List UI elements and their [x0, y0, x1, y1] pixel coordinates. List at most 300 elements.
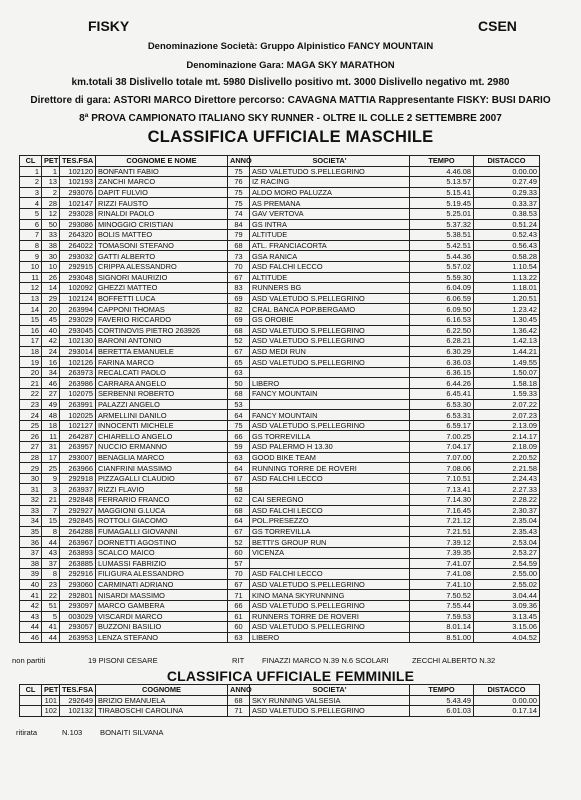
cell-tes: 263966 — [60, 463, 96, 474]
cell-name: SCALCO MAICO — [96, 547, 228, 558]
cell-pet: 49 — [42, 399, 60, 410]
cell-tes: 264288 — [60, 526, 96, 537]
cell-tes: 293032 — [60, 251, 96, 262]
cell-anno: 68 — [228, 240, 250, 251]
table-row — [20, 632, 540, 643]
cell-tes: 263937 — [60, 484, 96, 495]
table-row — [20, 420, 540, 431]
cell-anno: 67 — [228, 346, 250, 357]
cell-pet: 28 — [42, 198, 60, 209]
cell-anno: 68 — [228, 325, 250, 336]
female-title: CLASSIFICA UFFICIALE FEMMINILE — [166, 668, 415, 684]
table-row — [20, 495, 540, 506]
cell-distacco: 2.21.58 — [474, 463, 540, 474]
cell-tes: 102130 — [60, 336, 96, 347]
cell-tempo: 7.04.17 — [410, 442, 474, 453]
cell-name: FAVERIO RICCARDO — [96, 314, 228, 325]
cell-cl: 34 — [20, 516, 42, 527]
cell-name: SIGNORI MAURIZIO — [96, 272, 228, 283]
event-line: 8ª PROVA CAMPIONATO ITALIANO SKY RUNNER - OLTRE IL COLLE 2 SETTEMBRE 2007 — [79, 113, 502, 124]
cell-cl: 5 — [20, 208, 42, 219]
cell-tes: 293076 — [60, 187, 96, 198]
cell-cl: 22 — [20, 389, 42, 400]
cell-distacco: 2.54.59 — [474, 558, 540, 569]
female-results-table — [19, 684, 540, 717]
cell-distacco: 3.04.44 — [474, 590, 540, 601]
cell-anno: 71 — [228, 590, 250, 601]
cell-tempo: 5.59.30 — [410, 272, 474, 283]
cell-anno: 68 — [228, 389, 250, 400]
cell-tes: 293048 — [60, 272, 96, 283]
table-row — [20, 537, 540, 548]
cell-pet: 29 — [42, 293, 60, 304]
cell-anno: 52 — [228, 537, 250, 548]
cell-anno: 50 — [228, 378, 250, 389]
cell-pet: 41 — [42, 622, 60, 633]
cell-cl: 14 — [20, 304, 42, 315]
cell-distacco: 2.28.22 — [474, 495, 540, 506]
cell-anno: 76 — [228, 177, 250, 188]
cell-tempo: 7.07.00 — [410, 452, 474, 463]
cell-distacco: 0.00.00 — [474, 695, 540, 706]
cell-name: ZANCHI MARCO — [96, 177, 228, 188]
cell-societa: LIBERO — [250, 378, 410, 389]
cell-anno: 63 — [228, 632, 250, 643]
cell-distacco: 1.18.01 — [474, 283, 540, 294]
cell-tempo: 6.09.50 — [410, 304, 474, 315]
cell-distacco: 1.10.54 — [474, 261, 540, 272]
cell-societa: ASD VALETUDO S.PELLEGRINO — [250, 600, 410, 611]
cell-anno: 61 — [228, 611, 250, 622]
cell-anno: 60 — [228, 622, 250, 633]
cell-distacco: 1.42.13 — [474, 336, 540, 347]
cell-pet: 20 — [42, 304, 60, 315]
cell-cl: 39 — [20, 569, 42, 580]
cell-tes: 264320 — [60, 230, 96, 241]
cell-tempo: 5.13.57 — [410, 177, 474, 188]
table-row — [20, 569, 540, 580]
non-partiti-value: 19 PISONI CESARE — [88, 656, 158, 665]
fcol-anno: ANNO — [228, 685, 250, 696]
table-row — [20, 219, 540, 230]
cell-name: TIRABOSCHI CAROLINA — [96, 706, 228, 717]
cell-tempo: 6.53.30 — [410, 399, 474, 410]
cell-cl: 8 — [20, 240, 42, 251]
fisky-label: FISKY — [88, 18, 130, 34]
cell-pet: 51 — [42, 600, 60, 611]
cell-name: VISCARDI MARCO — [96, 611, 228, 622]
cell-anno: 84 — [228, 219, 250, 230]
cell-pet: 46 — [42, 378, 60, 389]
cell-tempo: 7.41.07 — [410, 558, 474, 569]
cell-cl: 37 — [20, 547, 42, 558]
cell-distacco: 1.50.07 — [474, 367, 540, 378]
cell-tempo: 7.21.51 — [410, 526, 474, 537]
cell-societa: ASD VALETUDO S.PELLEGRINO — [250, 293, 410, 304]
cell-cl: 23 — [20, 399, 42, 410]
cell-distacco: 0.58.28 — [474, 251, 540, 262]
cell-societa: POL.PRESEZZO — [250, 516, 410, 527]
cell-pet: 12 — [42, 208, 60, 219]
cell-cl: 7 — [20, 230, 42, 241]
cell-pet: 23 — [42, 579, 60, 590]
table-row — [20, 325, 540, 336]
cell-cl: 46 — [20, 632, 42, 643]
cell-anno: 53 — [228, 399, 250, 410]
cell-pet: 15 — [42, 516, 60, 527]
cell-cl: 38 — [20, 558, 42, 569]
table-row — [20, 452, 540, 463]
cell-pet: 34 — [42, 367, 60, 378]
cell-pet: 50 — [42, 219, 60, 230]
cell-anno: 64 — [228, 410, 250, 421]
cell-pet: 38 — [42, 240, 60, 251]
cell-tempo: 7.08.06 — [410, 463, 474, 474]
cell-societa: ASD VALETUDO S.PELLEGRINO — [250, 622, 410, 633]
table-row — [20, 590, 540, 601]
cell-societa: ALTITUDE — [250, 230, 410, 241]
cell-societa: GS TORREVILLA — [250, 431, 410, 442]
cell-distacco: 1.59.33 — [474, 389, 540, 400]
cell-societa: GS TORREVILLA — [250, 526, 410, 537]
table-row — [20, 600, 540, 611]
cell-tes: 292801 — [60, 590, 96, 601]
cell-cl: 4 — [20, 198, 42, 209]
cell-pet: 10 — [42, 261, 60, 272]
cell-societa: ASD FALCHI LECCO — [250, 261, 410, 272]
table-row — [20, 526, 540, 537]
table-row — [20, 505, 540, 516]
cell-distacco: 1.13.22 — [474, 272, 540, 283]
ritirata-label: ritirata — [16, 728, 38, 737]
cell-name: SERBENNI ROBERTO — [96, 389, 228, 400]
cell-distacco: 1.36.42 — [474, 325, 540, 336]
table-row — [20, 336, 540, 347]
cell-societa: FANCY MOUNTAIN — [250, 389, 410, 400]
cell-tes: 102025 — [60, 410, 96, 421]
cell-tes: 293029 — [60, 314, 96, 325]
cell-societa: GS OROBIE — [250, 314, 410, 325]
cell-cl: 27 — [20, 442, 42, 453]
cell-cl: 36 — [20, 537, 42, 548]
cell-tempo: 6.04.09 — [410, 283, 474, 294]
cell-anno: 83 — [228, 283, 250, 294]
table-row — [20, 240, 540, 251]
non-partiti-label: non partiti — [12, 656, 46, 665]
cell-tempo: 5.57.02 — [410, 261, 474, 272]
cell-distacco: 2.53.04 — [474, 537, 540, 548]
cell-societa: ALTITUDE — [250, 272, 410, 283]
cell-distacco: 0.00.00 — [474, 166, 540, 177]
stats-line: km.totali 38 Dislivello totale mt. 5980 Dislivello positivo mt. 3000 Dislivello negativo mt. 2980 — [71, 77, 510, 88]
cell-tempo: 5.37.32 — [410, 219, 474, 230]
cell-societa: GSA RANICA — [250, 251, 410, 262]
cell-distacco: 2.14.17 — [474, 431, 540, 442]
cell-pet: 3 — [42, 484, 60, 495]
table-row — [20, 304, 540, 315]
cell-distacco: 1.20.51 — [474, 293, 540, 304]
cell-distacco: 1.23.42 — [474, 304, 540, 315]
cell-tes: 293045 — [60, 325, 96, 336]
cell-cl: 43 — [20, 611, 42, 622]
cell-pet: 31 — [42, 442, 60, 453]
cell-cl: 32 — [20, 495, 42, 506]
cell-cl: 41 — [20, 590, 42, 601]
cell-distacco: 0.29.33 — [474, 187, 540, 198]
cell-societa: ASD PALERMO H 13.30 — [250, 442, 410, 453]
cell-name: MINOGGIO CRISTIAN — [96, 219, 228, 230]
cell-tes: 292927 — [60, 505, 96, 516]
cell-tempo: 6.30.29 — [410, 346, 474, 357]
cell-tes: 263957 — [60, 442, 96, 453]
cell-tempo: 5.19.45 — [410, 198, 474, 209]
cell-anno: 71 — [228, 706, 250, 717]
cell-name: CORTINOVIS PIETRO 263926 — [96, 325, 228, 336]
cell-pet: 44 — [42, 632, 60, 643]
cell-distacco: 2.55.00 — [474, 569, 540, 580]
cell-tes: 293097 — [60, 600, 96, 611]
table-row — [20, 558, 540, 569]
cell-pet: 101 — [42, 695, 60, 706]
cell-anno: 60 — [228, 547, 250, 558]
cell-pet: 42 — [42, 336, 60, 347]
cell-distacco: 1.30.45 — [474, 314, 540, 325]
cell-tempo: 6.59.17 — [410, 420, 474, 431]
cell-societa: RUNNERS BG — [250, 283, 410, 294]
cell-distacco: 1.58.18 — [474, 378, 540, 389]
cell-name: CIANFRINI MASSIMO — [96, 463, 228, 474]
col-name: COGNOME E NOME — [96, 156, 228, 167]
cell-pet: 45 — [42, 314, 60, 325]
table-row — [20, 473, 540, 484]
cell-pet: 24 — [42, 346, 60, 357]
cell-societa: CRAL BANCA POP.BERGAMO — [250, 304, 410, 315]
cell-pet: 40 — [42, 325, 60, 336]
cell-cl: 1 — [20, 166, 42, 177]
cell-societa: ATL. FRANCIACORTA — [250, 240, 410, 251]
cell-tes: 102147 — [60, 198, 96, 209]
cell-societa: IZ RACING — [250, 177, 410, 188]
cell-tes: 102075 — [60, 389, 96, 400]
cell-name: TOMASONI STEFANO — [96, 240, 228, 251]
cell-tes: 292845 — [60, 516, 96, 527]
cell-distacco: 2.24.43 — [474, 473, 540, 484]
cell-tes: 102126 — [60, 357, 96, 368]
cell-tempo: 7.59.53 — [410, 611, 474, 622]
table-row — [20, 314, 540, 325]
table-row — [20, 579, 540, 590]
fcol-pet: PET — [42, 685, 60, 696]
cell-pet: 14 — [42, 283, 60, 294]
cell-societa: KINO MANA SKYRUNNING — [250, 590, 410, 601]
cell-name: DORNETTI AGOSTINO — [96, 537, 228, 548]
cell-tempo: 7.41.08 — [410, 569, 474, 580]
cell-tempo: 6.44.26 — [410, 378, 474, 389]
cell-societa: SKY RUNNING VALSESIA — [250, 695, 410, 706]
rit-value-2: ZECCHI ALBERTO N.32 — [412, 656, 496, 665]
cell-distacco: 3.15.06 — [474, 622, 540, 633]
cell-name: RIZZI FAUSTO — [96, 198, 228, 209]
col-cl: CL — [20, 156, 42, 167]
cell-anno: 75 — [228, 198, 250, 209]
cell-cl: 9 — [20, 251, 42, 262]
cell-societa: GOOD BIKE TEAM — [250, 452, 410, 463]
cell-distacco: 2.20.52 — [474, 452, 540, 463]
cell-name: CHIARELLO ANGELO — [96, 431, 228, 442]
cell-cl: 19 — [20, 357, 42, 368]
table-row — [20, 293, 540, 304]
cell-anno: 63 — [228, 452, 250, 463]
cell-tempo: 6.36.03 — [410, 357, 474, 368]
table-row — [20, 442, 540, 453]
cell-pet: 11 — [42, 431, 60, 442]
cell-tempo: 7.10.51 — [410, 473, 474, 484]
cell-tes: 102124 — [60, 293, 96, 304]
cell-tes: 102092 — [60, 283, 96, 294]
cell-tempo: 6.45.41 — [410, 389, 474, 400]
cell-anno: 64 — [228, 516, 250, 527]
cell-anno: 67 — [228, 272, 250, 283]
table-row — [20, 261, 540, 272]
cell-pet: 43 — [42, 547, 60, 558]
table-row — [20, 389, 540, 400]
male-body — [20, 166, 540, 643]
cell-pet: 7 — [42, 505, 60, 516]
cell-pet: 37 — [42, 558, 60, 569]
cell-tes: 292649 — [60, 695, 96, 706]
cell-tes: 263953 — [60, 632, 96, 643]
cell-name: ARMELLINI DANILO — [96, 410, 228, 421]
cell-pet: 17 — [42, 452, 60, 463]
cell-tempo: 6.36.15 — [410, 367, 474, 378]
table-row — [20, 187, 540, 198]
cell-pet: 8 — [42, 526, 60, 537]
cell-name: BOFFETTI LUCA — [96, 293, 228, 304]
rit-label: RIT — [232, 656, 245, 665]
table-row — [20, 399, 540, 410]
fcol-societa: SOCIETA' — [250, 685, 410, 696]
cell-tempo: 7.39.12 — [410, 537, 474, 548]
table-row — [20, 230, 540, 241]
cell-tes: 263973 — [60, 367, 96, 378]
cell-anno: 68 — [228, 695, 250, 706]
cell-cl: 25 — [20, 420, 42, 431]
male-title: CLASSIFICA UFFICIALE MASCHILE — [147, 128, 434, 146]
cell-anno: 75 — [228, 420, 250, 431]
cell-societa: CAI SEREGNO — [250, 495, 410, 506]
cell-distacco: 2.07.23 — [474, 410, 540, 421]
cell-pet: 21 — [42, 495, 60, 506]
col-societa: SOCIETA' — [250, 156, 410, 167]
cell-societa: ASD MEDI RUN — [250, 346, 410, 357]
cell-name: GATTI ALBERTO — [96, 251, 228, 262]
cell-anno: 62 — [228, 495, 250, 506]
cell-tes: 264022 — [60, 240, 96, 251]
table-row — [20, 695, 540, 706]
cell-pet: 44 — [42, 537, 60, 548]
cell-tempo: 6.01.03 — [410, 706, 474, 717]
cell-societa: LIBERO — [250, 632, 410, 643]
cell-name: LUMASSI FABRIZIO — [96, 558, 228, 569]
table-row — [20, 283, 540, 294]
cell-name: RIZZI FLAVIO — [96, 484, 228, 495]
cell-tes: 263986 — [60, 378, 96, 389]
cell-tes: 263885 — [60, 558, 96, 569]
cell-societa: ASD VALETUDO S.PELLEGRINO — [250, 579, 410, 590]
cell-anno: 67 — [228, 526, 250, 537]
cell-pet: 5 — [42, 611, 60, 622]
cell-name: CRIPPA ALESSANDRO — [96, 261, 228, 272]
cell-tes: 263893 — [60, 547, 96, 558]
col-distacco: DISTACCO — [474, 156, 540, 167]
cell-name: GHEZZI MATTEO — [96, 283, 228, 294]
cell-name: MAGGIONI G.LUCA — [96, 505, 228, 516]
cell-societa: ASD FALCHI LECCO — [250, 505, 410, 516]
cell-name: CARRARA ANGELO — [96, 378, 228, 389]
cell-cl: 28 — [20, 452, 42, 463]
table-row — [20, 272, 540, 283]
cell-anno: 75 — [228, 187, 250, 198]
cell-anno: 52 — [228, 336, 250, 347]
cell-cl: 21 — [20, 378, 42, 389]
cell-societa — [250, 367, 410, 378]
cell-name: INNOCENTI MICHELE — [96, 420, 228, 431]
table-row — [20, 706, 540, 717]
cell-pet: 2 — [42, 187, 60, 198]
race-name-line: Denominazione Gara: MAGA SKY MARATHON — [186, 60, 395, 71]
cell-tes: 102120 — [60, 166, 96, 177]
cell-anno: 75 — [228, 166, 250, 177]
cell-anno: 70 — [228, 569, 250, 580]
cell-pet: 18 — [42, 420, 60, 431]
cell-societa: GAV VERTOVA — [250, 208, 410, 219]
cell-anno: 64 — [228, 463, 250, 474]
table-row — [20, 431, 540, 442]
cell-name: BUZZONI BASILIO — [96, 622, 228, 633]
cell-anno: 63 — [228, 367, 250, 378]
cell-tempo: 5.25.01 — [410, 208, 474, 219]
cell-tempo: 7.55.44 — [410, 600, 474, 611]
cell-cl: 33 — [20, 505, 42, 516]
cell-tempo: 6.28.21 — [410, 336, 474, 347]
cell-name: BOLIS MATTEO — [96, 230, 228, 241]
cell-anno: 67 — [228, 579, 250, 590]
cell-tempo: 7.14.30 — [410, 495, 474, 506]
cell-distacco: 0.27.49 — [474, 177, 540, 188]
cell-name: BRIZIO EMANUELA — [96, 695, 228, 706]
cell-name: BENAGLIA MARCO — [96, 452, 228, 463]
cell-tes: 292916 — [60, 569, 96, 580]
cell-name: RECALCATI PAOLO — [96, 367, 228, 378]
cell-distacco: 1.44.21 — [474, 346, 540, 357]
cell-name: RINALDI PAOLO — [96, 208, 228, 219]
cell-name: FARINA MARCO — [96, 357, 228, 368]
cell-pet: 26 — [42, 272, 60, 283]
cell-tes: 263967 — [60, 537, 96, 548]
cell-anno: 79 — [228, 230, 250, 241]
cell-distacco: 2.07.22 — [474, 399, 540, 410]
cell-anno: 69 — [228, 293, 250, 304]
cell-name: BARONI ANTONIO — [96, 336, 228, 347]
cell-tempo: 7.16.45 — [410, 505, 474, 516]
cell-tempo: 7.50.52 — [410, 590, 474, 601]
cell-distacco: 2.13.09 — [474, 420, 540, 431]
cell-distacco: 2.55.02 — [474, 579, 540, 590]
cell-societa: ALDO MORO PALUZZA — [250, 187, 410, 198]
col-anno: ANNO — [228, 156, 250, 167]
cell-cl: 40 — [20, 579, 42, 590]
cell-societa: RUNNERS TORRE DE ROVERI — [250, 611, 410, 622]
